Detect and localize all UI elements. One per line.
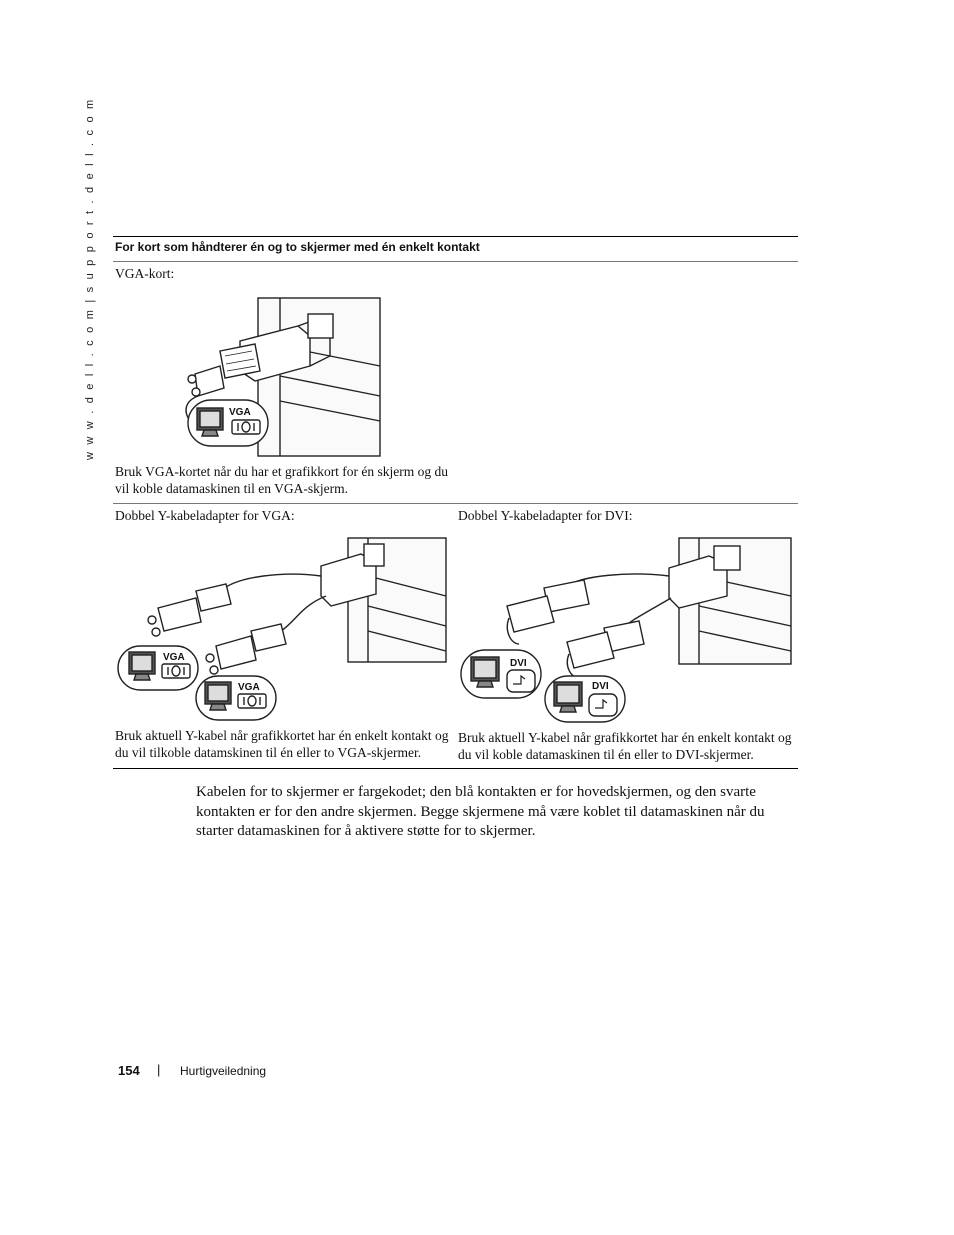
table-bottom-rule — [113, 768, 798, 769]
vga-card-drawing — [180, 296, 385, 458]
dual-vga-connector-label-1: VGA — [163, 652, 185, 663]
dual-vga-title: Dobbel Y-kabeladapter for VGA: — [115, 508, 295, 523]
dual-vga-drawing — [116, 536, 451, 721]
vga-card-illustration — [180, 296, 385, 458]
vga-card-title: VGA-kort: — [115, 266, 175, 281]
footer-section: Hurtigveiledning — [180, 1064, 267, 1078]
dual-dvi-title: Dobbel Y-kabeladapter for DVI: — [458, 508, 633, 523]
footer-separator: | — [157, 1062, 161, 1077]
dual-dvi-connector-label-1: DVI — [510, 658, 527, 669]
side-url — [80, 97, 100, 460]
vga-card-caption: Bruk VGA-kortet når du har et grafikkort for én skjerm og du vil koble datamaskinen til en VGA-skjerm. — [115, 464, 449, 496]
table-header-rule — [113, 261, 798, 262]
table-top-rule — [113, 236, 798, 237]
body-paragraph: Kabelen for to skjermer er fargekodet; den blå kontakten er for hovedskjermen, og den svarte kontakten er for den andre skjermen. Begge skjermene må være koblet til datamaskinen når du starter datamaskinen for å aktivere støtte for to skjermer. — [196, 784, 765, 839]
dual-dvi-drawing — [459, 536, 794, 724]
dual-dvi-illustration — [459, 536, 794, 724]
vga-card-connector-label: VGA — [229, 407, 251, 418]
table-header: For kort som håndterer én og to skjermer med én enkelt kontakt — [115, 240, 480, 254]
dual-vga-caption: Bruk aktuell Y-kabel når grafikkortet har én enkelt kontakt og du vil tilkoble datamskinen til én eller to VGA-skjermer. — [115, 728, 449, 760]
side-url-text: w w w . d e l l . c o m | s u p p o r t . d e l l . c o m — [84, 97, 96, 460]
page-number: 154 — [118, 1063, 140, 1078]
table-row-rule — [113, 503, 798, 504]
dual-dvi-caption: Bruk aktuell Y-kabel når grafikkortet har én enkelt kontakt og du vil koble datamaskinen til én eller to DVI-skjermer. — [458, 730, 792, 762]
dual-vga-connector-label-2: VGA — [238, 682, 260, 693]
dual-dvi-connector-label-2: DVI — [592, 681, 609, 692]
dual-vga-illustration — [116, 536, 451, 721]
